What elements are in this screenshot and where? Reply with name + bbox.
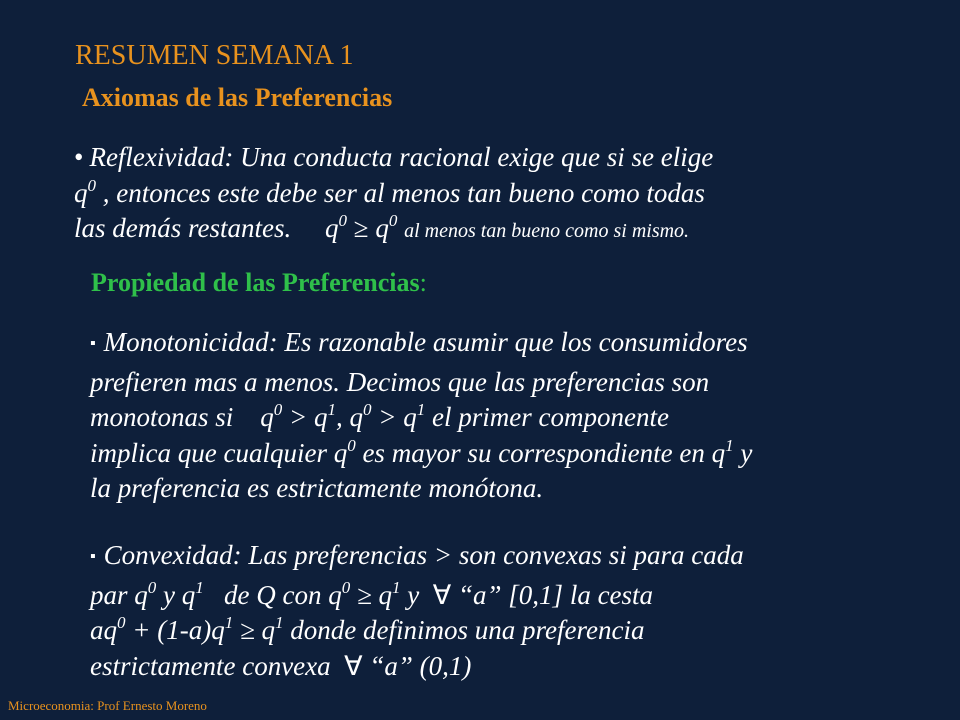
monotonicity-line-4: implica que cualquier $q^0$ es mayor su correspondiente en $q^1$ y (90, 435, 753, 468)
monotonicity-paragraph (90, 325, 752, 507)
convexity-paragraph (90, 538, 744, 684)
slide-title: RESUMEN SEMANA 1 (75, 40, 354, 71)
forall-icon: ∀ (344, 650, 363, 681)
reflexivity-line-2: $q^0$ , entonces este debe ser al menos tan bueno como todas (74, 175, 705, 208)
forall-icon: ∀ (432, 579, 452, 610)
square-bullet-icon: ▪ (90, 548, 96, 565)
convexity-line-3: $aq^0 + (1-a)q^1 \ge q^1$ donde definimos una preferencia (90, 613, 645, 645)
monotonicity-line-2: prefieren mas a menos. Decimos que las preferencias son (90, 366, 710, 397)
bullet-icon: • (74, 142, 84, 172)
monotonicity-line-5: la preferencia es estrictamente monótona. (90, 473, 544, 503)
reflexivity-line-3: las demás restantes. $q^0 \ge q^0$ al menos tan bueno como si mismo. (74, 211, 690, 243)
monotonicity-line-1: ▪ Monotonicidad: Es razonable asumir que los consumidores (90, 327, 748, 357)
square-bullet-icon: ▪ (90, 335, 96, 352)
convexity-line-1: ▪ Convexidad: Las preferencias > son convexas si para cada (90, 540, 744, 570)
monotonicity-line-3: monotonas si $q^0 > q^1$, $q^0 > q^1$ el primer componente (90, 400, 669, 432)
section-title: Propiedad de las Preferencias: (91, 268, 427, 297)
reflexivity-paragraph (74, 140, 713, 250)
reflexivity-line-1: • Reflexividad: Una conducta racional exige que si se elige (74, 142, 714, 172)
convexity-line-2: par $q^0$ y $q^1$ de Q con $q^0 \ge q^1$ y ∀ “a” [0,1] la cesta (90, 577, 654, 610)
slide-subtitle: Axiomas de las Preferencias (82, 83, 393, 112)
convexity-line-4: estrictamente convexa ∀ “a” (0,1) (90, 650, 472, 681)
footer-credit: Microeconomia: Prof Ernesto Moreno (8, 698, 207, 713)
